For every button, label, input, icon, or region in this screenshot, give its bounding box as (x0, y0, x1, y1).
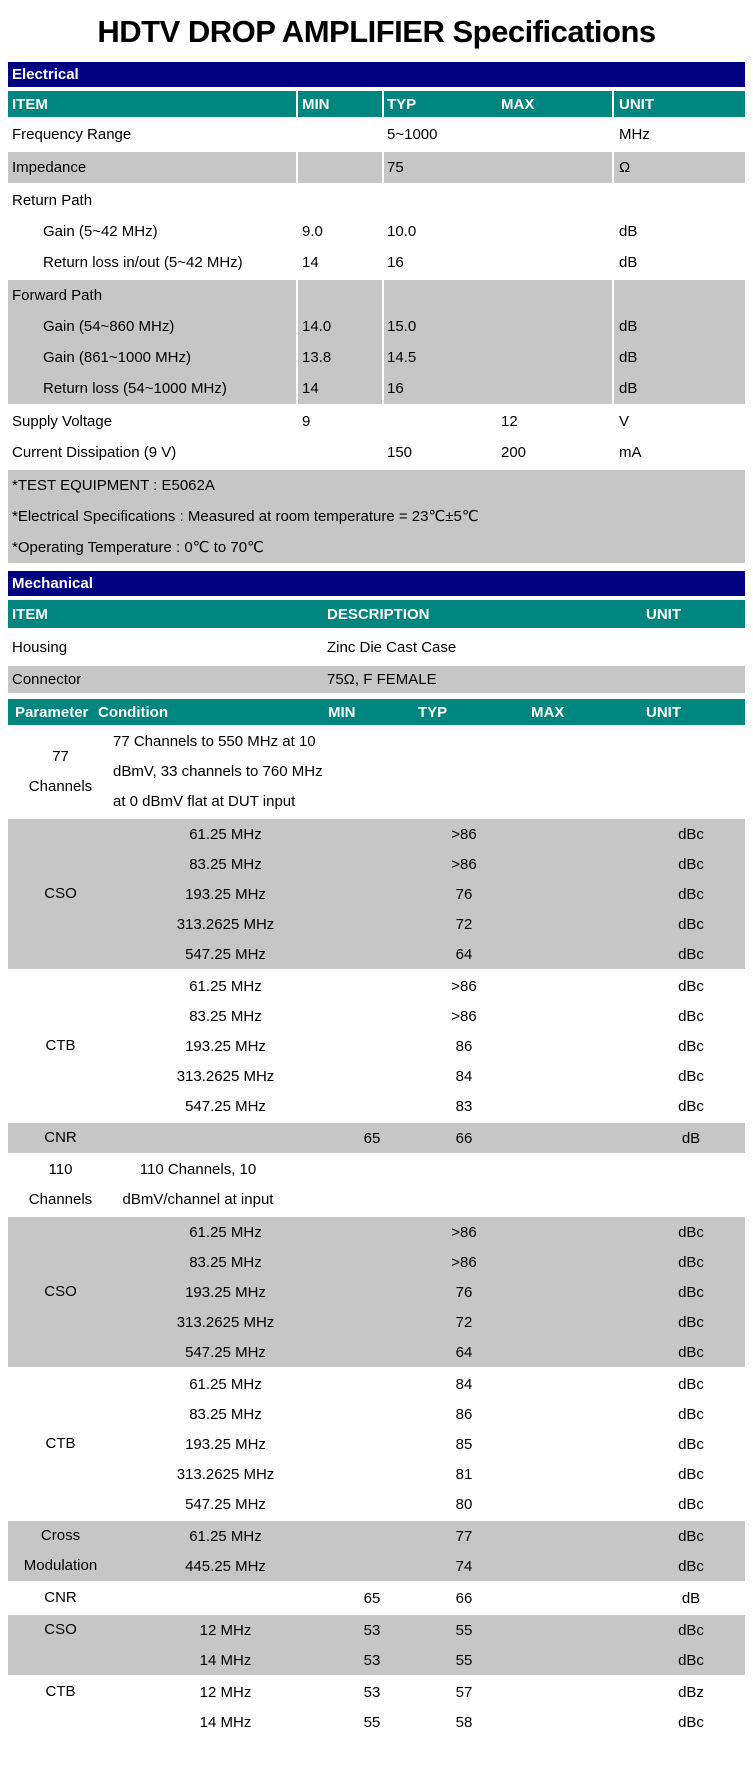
typ-cell: 55 (455, 1621, 473, 1639)
unit-cell: dBc (678, 1527, 704, 1545)
spec-group-cso (8, 1215, 745, 1369)
table-row (8, 216, 745, 247)
unit-cell: dBc (678, 1007, 704, 1025)
item-cell: Return Path (12, 192, 93, 209)
unit-cell: dBc (678, 1557, 704, 1575)
typ-cell: 5~1000 (387, 126, 438, 143)
table-row (113, 1217, 745, 1247)
column-header-max: MAX (501, 95, 535, 113)
min-cell (338, 1337, 406, 1367)
typ-cell: 15.0 (382, 311, 499, 342)
mechanical-section-header: Mechanical (8, 571, 745, 596)
table-row (113, 1123, 745, 1153)
typ-cell: 77 (455, 1527, 473, 1545)
unit-cell: dBc (678, 825, 704, 843)
typ-cell: >86 (451, 1007, 477, 1025)
max-cell (522, 1615, 612, 1645)
max-cell (499, 247, 612, 278)
unit-cell: dBc (678, 1097, 704, 1115)
unit-cell: dBc (678, 977, 704, 995)
unit-cell: dBc (678, 1465, 704, 1483)
typ-cell: 76 (455, 1283, 473, 1301)
max-cell (499, 280, 612, 311)
condition-cell: 193.25 MHz (185, 1037, 266, 1055)
unit-cell: dBc (678, 915, 704, 933)
unit-cell: dBz (678, 1683, 704, 1701)
typ-cell: 64 (455, 945, 473, 963)
table-row (8, 247, 745, 278)
min-cell (338, 879, 406, 909)
table-row (8, 152, 745, 183)
parameter-cell: 77 Channels (28, 748, 93, 795)
condition-cell: 83.25 MHz (189, 1253, 262, 1271)
spec-group-cso (8, 1613, 745, 1677)
item-cell: Return loss in/out (5~42 MHz) (43, 254, 243, 271)
max-cell (522, 1307, 612, 1337)
parameter-cell: Cross Modulation (23, 1527, 98, 1574)
max-cell (522, 971, 612, 1001)
min-cell (338, 1489, 406, 1519)
min-cell (338, 1369, 406, 1399)
max-cell (499, 216, 612, 247)
item-cell: Gain (5~42 MHz) (43, 223, 158, 240)
table-row (113, 1369, 745, 1399)
condition-cell (113, 1123, 338, 1153)
column-header-unit: UNIT (612, 91, 745, 117)
spec-group-cnr (8, 1121, 745, 1155)
unit-cell: dBc (678, 945, 704, 963)
max-cell (499, 119, 612, 150)
table-row (8, 406, 745, 437)
table-row (113, 1459, 745, 1489)
spec-group-ctb (8, 971, 745, 1121)
max-cell (522, 1707, 612, 1737)
unit-cell: dBc (678, 1253, 704, 1271)
condition-cell: 61.25 MHz (189, 1375, 262, 1393)
typ-cell: 16 (387, 254, 404, 271)
condition-cell: 12 MHz (199, 1621, 252, 1639)
mechanical-column-header (8, 600, 745, 628)
parameter-cell: CNR (44, 1589, 77, 1606)
max-cell (522, 1583, 612, 1613)
table-row (113, 849, 745, 879)
table-row (8, 280, 745, 311)
table-row (113, 971, 745, 1001)
min-cell: 14 (302, 254, 319, 271)
typ-cell: 16 (382, 373, 499, 404)
table-row (113, 1615, 745, 1645)
unit-cell (643, 666, 745, 693)
min-cell: 65 (363, 1589, 381, 1607)
column-header-min: MIN (328, 703, 356, 721)
condition-cell: 547.25 MHz (185, 945, 266, 963)
typ-cell: >86 (451, 855, 477, 873)
table-row (8, 185, 745, 216)
min-cell (338, 1217, 406, 1247)
typ-cell: 72 (455, 915, 473, 933)
condition-cell: 83.25 MHz (189, 1007, 262, 1025)
table-row (113, 1031, 745, 1061)
max-cell (522, 1031, 612, 1061)
typ-cell: 84 (455, 1067, 473, 1085)
unit-cell: dB (619, 223, 638, 240)
table-row (113, 1399, 745, 1429)
typ-cell: 84 (455, 1375, 473, 1393)
max-cell (522, 1247, 612, 1277)
spec-group-77-channels (8, 727, 745, 817)
item-cell: Connector (12, 671, 82, 688)
table-row (8, 373, 745, 404)
typ-cell: 150 (387, 444, 413, 461)
item-cell: Supply Voltage (12, 413, 113, 430)
spec-group-ctb (8, 1677, 745, 1737)
min-cell: 53 (363, 1683, 381, 1701)
min-cell (338, 1521, 406, 1551)
min-cell (338, 1061, 406, 1091)
condition-cell: 547.25 MHz (185, 1495, 266, 1513)
unit-cell: mA (619, 444, 642, 461)
column-header-condition: Condition (98, 703, 168, 721)
max-cell (522, 1217, 612, 1247)
unit-cell: dB (612, 311, 745, 342)
typ-cell (382, 406, 499, 437)
max-cell (522, 1551, 612, 1581)
typ-cell: 57 (455, 1683, 473, 1701)
typ-cell: 74 (455, 1557, 473, 1575)
typ-cell: >86 (451, 1253, 477, 1271)
item-cell: Gain (861~1000 MHz) (43, 349, 191, 366)
column-header-min: MIN (296, 91, 382, 117)
typ-cell: 58 (455, 1713, 473, 1731)
table-row (113, 1337, 745, 1367)
min-cell (338, 849, 406, 879)
max-cell (522, 1061, 612, 1091)
unit-cell: dB (612, 342, 745, 373)
min-cell: 14 (296, 373, 382, 404)
parameter-cell: CSO (44, 1621, 77, 1638)
typ-cell (382, 185, 499, 216)
max-cell (522, 939, 612, 969)
typ-cell (382, 280, 499, 311)
max-cell (522, 1429, 612, 1459)
typ-cell: 86 (455, 1405, 473, 1423)
typ-cell: 14.5 (382, 342, 499, 373)
condition-cell: 313.2625 MHz (176, 1465, 275, 1483)
max-cell (522, 1399, 612, 1429)
table-row (113, 1247, 745, 1277)
column-header-typ: TYP (382, 91, 499, 117)
electrical-notes (8, 468, 745, 565)
max-cell (522, 909, 612, 939)
unit-cell: dBc (678, 1343, 704, 1361)
column-header-max: MAX (531, 703, 565, 721)
electrical-section-header: Electrical (8, 62, 745, 87)
condition-cell: 14 MHz (199, 1651, 252, 1669)
max-cell (522, 849, 612, 879)
parameter-cell: CTB (45, 1683, 76, 1700)
parameter-cell: CTB (45, 1037, 76, 1054)
max-cell (522, 1489, 612, 1519)
spec-group-cross-modulation (8, 1519, 745, 1583)
table-row (113, 1277, 745, 1307)
table-row (8, 119, 745, 150)
item-cell: Forward Path (12, 287, 103, 304)
typ-cell: 10.0 (387, 223, 417, 240)
typ-cell: >86 (451, 977, 477, 995)
unit-cell: dB (681, 1129, 701, 1147)
condition-cell: 83.25 MHz (189, 855, 262, 873)
min-cell (338, 1247, 406, 1277)
unit-cell: dBc (678, 1405, 704, 1423)
typ-cell: >86 (451, 1223, 477, 1241)
condition-cell: 61.25 MHz (189, 1223, 262, 1241)
min-cell (296, 152, 382, 183)
min-cell: 14.0 (296, 311, 382, 342)
typ-cell: 66 (455, 1129, 473, 1147)
min-cell (338, 819, 406, 849)
column-header-typ: TYP (418, 703, 448, 721)
table-row (8, 630, 745, 664)
min-cell: 9.0 (302, 223, 323, 240)
parameter-cell: CNR (44, 1129, 77, 1146)
condition-cell: 61.25 MHz (189, 825, 262, 843)
condition-cell: 313.2625 MHz (176, 915, 275, 933)
unit-cell: Ω (612, 152, 745, 183)
spec-group-110-channels (8, 1155, 745, 1215)
min-cell: 53 (363, 1621, 381, 1639)
table-row-group (8, 150, 745, 185)
typ-cell: 55 (455, 1651, 473, 1669)
performance-section (8, 699, 745, 1737)
unit-cell (612, 280, 745, 311)
unit-cell: dBc (678, 1037, 704, 1055)
min-cell (338, 1551, 406, 1581)
unit-cell: dB (612, 373, 745, 404)
table-row (113, 1489, 745, 1519)
table-row (8, 666, 745, 693)
max-cell: 12 (501, 413, 518, 430)
unit-cell: dBc (678, 1313, 704, 1331)
typ-cell: 72 (455, 1313, 473, 1331)
unit-cell: dBc (678, 1495, 704, 1513)
column-header-parameter: Parameter (15, 703, 89, 721)
table-row (113, 819, 745, 849)
mechanical-section (8, 571, 745, 695)
condition-cell: 193.25 MHz (185, 1435, 266, 1453)
max-cell (522, 1645, 612, 1675)
unit-cell: dBc (678, 1283, 704, 1301)
spec-sheet (8, 62, 745, 1737)
table-row-group (8, 664, 745, 695)
unit-cell (612, 185, 745, 216)
table-row (8, 437, 745, 468)
min-cell (296, 119, 382, 150)
column-header-item: ITEM (12, 605, 48, 623)
max-cell (499, 152, 612, 183)
max-cell (522, 1337, 612, 1367)
condition-cell: 61.25 MHz (189, 977, 262, 995)
typ-cell: >86 (451, 825, 477, 843)
condition-cell: 14 MHz (199, 1713, 252, 1731)
condition-cell: 83.25 MHz (189, 1405, 262, 1423)
condition-cell: 445.25 MHz (185, 1557, 266, 1575)
condition-cell: 313.2625 MHz (176, 1067, 275, 1085)
max-cell (522, 819, 612, 849)
table-row (113, 1677, 745, 1707)
typ-cell: 76 (455, 885, 473, 903)
unit-cell: dB (619, 254, 638, 271)
min-cell (338, 939, 406, 969)
note-line: *TEST EQUIPMENT : E5062A (12, 477, 215, 494)
table-row (113, 879, 745, 909)
min-cell (338, 971, 406, 1001)
page-title: HDTV DROP AMPLIFIER Specifications (97, 14, 656, 49)
unit-cell: dBc (678, 1375, 704, 1393)
condition-cell: 193.25 MHz (185, 1283, 266, 1301)
item-cell: Impedance (12, 159, 87, 176)
min-cell (338, 1091, 406, 1121)
item-cell: Frequency Range (12, 126, 132, 143)
performance-column-header (8, 699, 745, 725)
unit-cell: dB (681, 1589, 701, 1607)
min-cell: 53 (363, 1651, 381, 1669)
max-cell (522, 1369, 612, 1399)
max-cell: 200 (501, 444, 527, 461)
parameter-cell: 110 Channels (28, 1161, 93, 1208)
min-cell (338, 1001, 406, 1031)
table-row (113, 939, 745, 969)
min-cell: 55 (363, 1713, 381, 1731)
table-row (113, 1429, 745, 1459)
min-cell (296, 437, 382, 468)
condition-cell: 110 Channels, 10 dBmV/channel at input (122, 1161, 274, 1208)
table-row (113, 909, 745, 939)
spec-group-cso (8, 817, 745, 971)
max-cell (522, 1091, 612, 1121)
table-row (113, 1061, 745, 1091)
unit-cell: dBc (678, 1435, 704, 1453)
parameter-cell: CSO (44, 885, 77, 902)
min-cell (338, 1277, 406, 1307)
typ-cell: 86 (455, 1037, 473, 1055)
min-cell: 65 (363, 1129, 381, 1147)
unit-cell: dBc (678, 1067, 704, 1085)
min-cell (296, 185, 382, 216)
condition-cell: 12 MHz (199, 1683, 252, 1701)
condition-cell: 193.25 MHz (185, 885, 266, 903)
min-cell (338, 1307, 406, 1337)
unit-cell: V (619, 413, 630, 430)
unit-cell: dBc (678, 1651, 704, 1669)
unit-cell: MHz (619, 126, 650, 143)
condition-cell (113, 1583, 338, 1613)
min-cell (338, 1031, 406, 1061)
typ-cell: 81 (455, 1465, 473, 1483)
column-header-unit: UNIT (646, 605, 681, 623)
max-cell (499, 342, 612, 373)
unit-cell: dBc (678, 885, 704, 903)
table-row (8, 311, 745, 342)
min-cell: 9 (302, 413, 311, 430)
max-cell (499, 311, 612, 342)
unit-cell: dBc (678, 1223, 704, 1241)
column-header-item: ITEM (12, 95, 48, 113)
parameter-cell: CTB (45, 1435, 76, 1452)
typ-cell: 85 (455, 1435, 473, 1453)
max-cell (499, 373, 612, 404)
max-cell (522, 1001, 612, 1031)
note-line: *Operating Temperature : 0℃ to 70℃ (12, 539, 264, 556)
column-header-unit: UNIT (646, 703, 681, 721)
min-cell (296, 280, 382, 311)
table-row (113, 1307, 745, 1337)
condition-cell: 547.25 MHz (185, 1097, 266, 1115)
condition-cell: 547.25 MHz (185, 1343, 266, 1361)
table-row (113, 1091, 745, 1121)
description-cell: Zinc Die Cast Case (327, 638, 457, 656)
description-cell: 75Ω, F FEMALE (327, 671, 437, 688)
table-row (8, 342, 745, 373)
max-cell (522, 1521, 612, 1551)
table-row-group (8, 278, 745, 406)
table-row (113, 1521, 745, 1551)
min-cell (338, 909, 406, 939)
max-cell (522, 1459, 612, 1489)
table-row (113, 1707, 745, 1737)
min-cell (338, 1459, 406, 1489)
table-row (113, 1645, 745, 1675)
min-cell (338, 1399, 406, 1429)
electrical-section (8, 62, 745, 565)
item-cell: Gain (54~860 MHz) (43, 318, 175, 335)
max-cell (499, 185, 612, 216)
item-cell: Return loss (54~1000 MHz) (43, 380, 227, 397)
min-cell: 13.8 (296, 342, 382, 373)
condition-cell: 313.2625 MHz (176, 1313, 275, 1331)
item-cell: Housing (12, 638, 68, 656)
typ-cell: 64 (455, 1343, 473, 1361)
unit-cell: dBc (678, 1621, 704, 1639)
typ-cell: 80 (455, 1495, 473, 1513)
unit-cell: dBc (678, 1713, 704, 1731)
table-row (113, 1583, 745, 1613)
typ-cell: 66 (455, 1589, 473, 1607)
min-cell (338, 1429, 406, 1459)
electrical-column-header (8, 91, 745, 117)
spec-group-cnr (8, 1583, 745, 1613)
unit-cell (643, 630, 745, 664)
table-row (113, 1001, 745, 1031)
note-line: *Electrical Specifications : Measured at room temperature = 23℃±5℃ (12, 508, 479, 525)
table-row (113, 1551, 745, 1581)
max-cell (522, 1277, 612, 1307)
spec-group-ctb (8, 1369, 745, 1519)
max-cell (522, 1123, 612, 1153)
max-cell (522, 1677, 612, 1707)
column-header-description: DESCRIPTION (327, 605, 430, 623)
unit-cell: dBc (678, 855, 704, 873)
condition-cell: 77 Channels to 550 MHz at 10 dBmV, 33 channels to 760 MHz at 0 dBmV flat at DUT input (113, 733, 323, 810)
typ-cell: 83 (455, 1097, 473, 1115)
condition-cell: 61.25 MHz (189, 1527, 262, 1545)
item-cell: Current Dissipation (9 V) (12, 444, 177, 461)
typ-cell: 75 (382, 152, 499, 183)
parameter-cell: CSO (44, 1283, 77, 1300)
max-cell (522, 879, 612, 909)
